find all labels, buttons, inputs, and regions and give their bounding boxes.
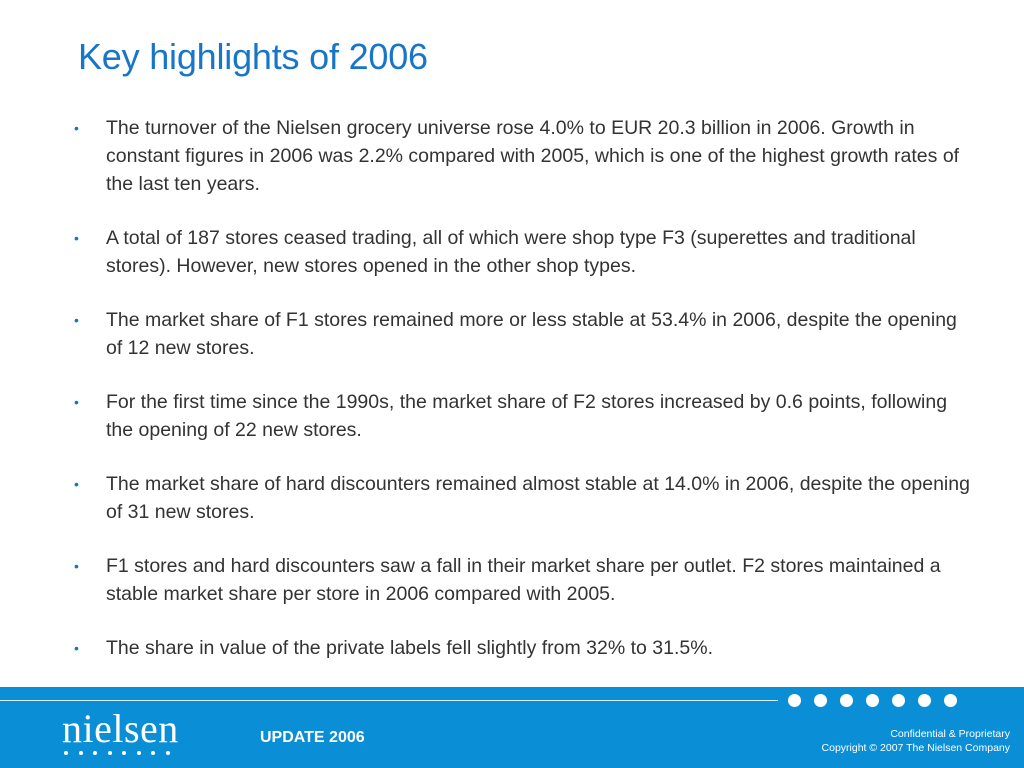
logo-dots xyxy=(64,751,170,755)
bullet-marker: • xyxy=(74,230,79,246)
decorative-dot-icon xyxy=(918,694,931,707)
bullet-item xyxy=(74,114,974,198)
bullet-item xyxy=(74,634,974,662)
logo-dot-icon xyxy=(122,751,126,755)
confidential-notice: Confidential & Proprietary xyxy=(890,728,1010,740)
logo-dot-icon xyxy=(137,751,141,755)
copyright-notice: Copyright © 2007 The Nielsen Company xyxy=(821,742,1010,754)
decorative-dot-icon xyxy=(840,694,853,707)
bullet-item xyxy=(74,552,974,608)
bullet-marker: • xyxy=(74,640,79,656)
logo-dot-icon xyxy=(151,751,155,755)
bullet-text: The turnover of the Nielsen grocery universe rose 4.0% to EUR 20.3 billion in 2006. Growth in constant figures in 2006 was 2.2% compared with 2005, which is one of the highest growth rates of the last ten years. xyxy=(106,117,960,195)
decorative-dot-icon xyxy=(944,694,957,707)
nielsen-logo xyxy=(62,707,192,763)
decorative-dot-icon xyxy=(866,694,879,707)
slide-title: Key highlights of 2006 xyxy=(78,36,428,77)
bullet-item xyxy=(74,306,974,362)
logo-dot-icon xyxy=(64,751,68,755)
bullet-text: The market share of F1 stores remained more or less stable at 53.4% in 2006, despite the opening of 12 new stores. xyxy=(106,309,957,359)
bullet-item xyxy=(74,224,974,280)
bullet-marker: • xyxy=(74,476,79,492)
bullet-marker: • xyxy=(74,312,79,328)
bullet-text: The market share of hard discounters remained almost stable at 14.0% in 2006, despite the opening of 31 new stores. xyxy=(106,473,970,523)
bullet-marker: • xyxy=(74,120,79,136)
footer-bar xyxy=(0,687,1024,768)
bullet-text: For the first time since the 1990s, the market share of F2 stores increased by 0.6 points, following the opening of 22 new stores. xyxy=(106,391,948,441)
decorative-dot-icon xyxy=(788,694,801,707)
bullet-text: F1 stores and hard discounters saw a fall in their market share per outlet. F2 stores maintained a stable market share per store in 2006 compared with 2005. xyxy=(106,555,941,605)
decorative-dot-icon xyxy=(892,694,905,707)
decorative-dot-icon xyxy=(814,694,827,707)
bullet-list xyxy=(74,114,974,688)
logo-dot-icon xyxy=(166,751,170,755)
bullet-text: The share in value of the private labels fell slightly from 32% to 31.5%. xyxy=(106,637,713,659)
bullet-marker: • xyxy=(74,558,79,574)
footer-dot-row xyxy=(788,694,957,707)
logo-dot-icon xyxy=(108,751,112,755)
bullet-item xyxy=(74,470,974,526)
bullet-item xyxy=(74,388,974,444)
bullet-text: A total of 187 stores ceased trading, all of which were shop type F3 (superettes and traditional stores). However, new stores opened in the other shop types. xyxy=(106,227,916,277)
footer-legal xyxy=(822,727,1010,755)
footer-divider xyxy=(0,700,778,701)
logo-dot-icon xyxy=(93,751,97,755)
logo-dot-icon xyxy=(79,751,83,755)
footer-label: UPDATE 2006 xyxy=(260,729,365,746)
bullet-marker: • xyxy=(74,394,79,410)
logo-wordmark: nielsen xyxy=(62,706,179,751)
